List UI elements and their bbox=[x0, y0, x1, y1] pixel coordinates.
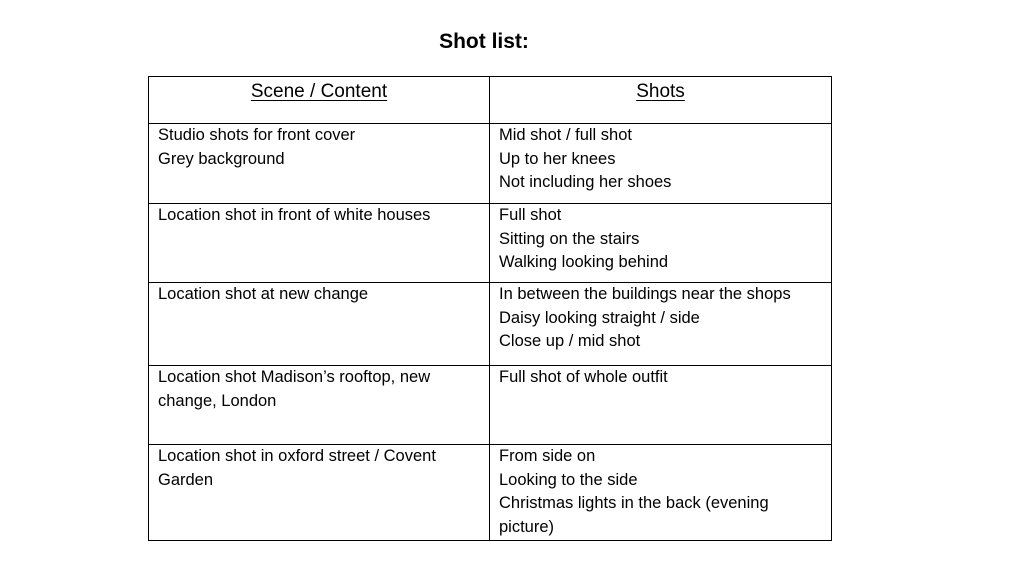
shot-line: Walking looking behind bbox=[499, 253, 669, 271]
shot-line: Mid shot / full shot bbox=[499, 126, 632, 144]
shot-line: Up to her knees bbox=[499, 149, 616, 168]
table-row bbox=[149, 124, 832, 204]
scene-line: Location shot in front of white houses bbox=[158, 206, 431, 224]
shots-cell bbox=[490, 124, 832, 204]
shot-line: Close up / mid shot bbox=[499, 332, 641, 350]
table-row bbox=[149, 366, 832, 445]
page-title: Shot list: bbox=[439, 30, 529, 53]
shot-list-table bbox=[148, 76, 832, 541]
shot-line: From side on bbox=[499, 447, 596, 465]
scene-cell bbox=[149, 283, 490, 366]
scene-line: Location shot at new change bbox=[158, 285, 369, 303]
column-header-scene: Scene / Content bbox=[149, 77, 490, 124]
table-row bbox=[149, 204, 832, 283]
shot-line: Daisy looking straight / side bbox=[499, 308, 700, 327]
scene-cell bbox=[149, 445, 490, 541]
shot-line: Not including her shoes bbox=[499, 173, 672, 191]
scene-cell bbox=[149, 204, 490, 283]
scene-line: Location shot in oxford street / Covent Garden bbox=[158, 447, 436, 489]
shots-cell bbox=[490, 283, 832, 366]
scene-line: Studio shots for front cover bbox=[158, 126, 356, 144]
scene-cell bbox=[149, 124, 490, 204]
shot-line: Looking to the side bbox=[499, 470, 638, 489]
scene-cell bbox=[149, 366, 490, 445]
shot-line: Full shot bbox=[499, 206, 562, 224]
table-row bbox=[149, 283, 832, 366]
shot-line: Full shot of whole outfit bbox=[499, 368, 668, 386]
shot-line: Sitting on the stairs bbox=[499, 229, 640, 248]
shots-cell bbox=[490, 204, 832, 283]
table-row bbox=[149, 445, 832, 541]
shot-line: Christmas lights in the back (evening picture) bbox=[499, 494, 769, 536]
shot-line: In between the buildings near the shops bbox=[499, 285, 791, 303]
column-header-shots: Shots bbox=[490, 77, 832, 124]
scene-line: Grey background bbox=[158, 149, 285, 168]
shots-cell bbox=[490, 366, 832, 445]
shots-cell bbox=[490, 445, 832, 541]
scene-line: Location shot Madison’s rooftop, new change, London bbox=[158, 368, 431, 410]
table-header-row bbox=[149, 77, 832, 124]
